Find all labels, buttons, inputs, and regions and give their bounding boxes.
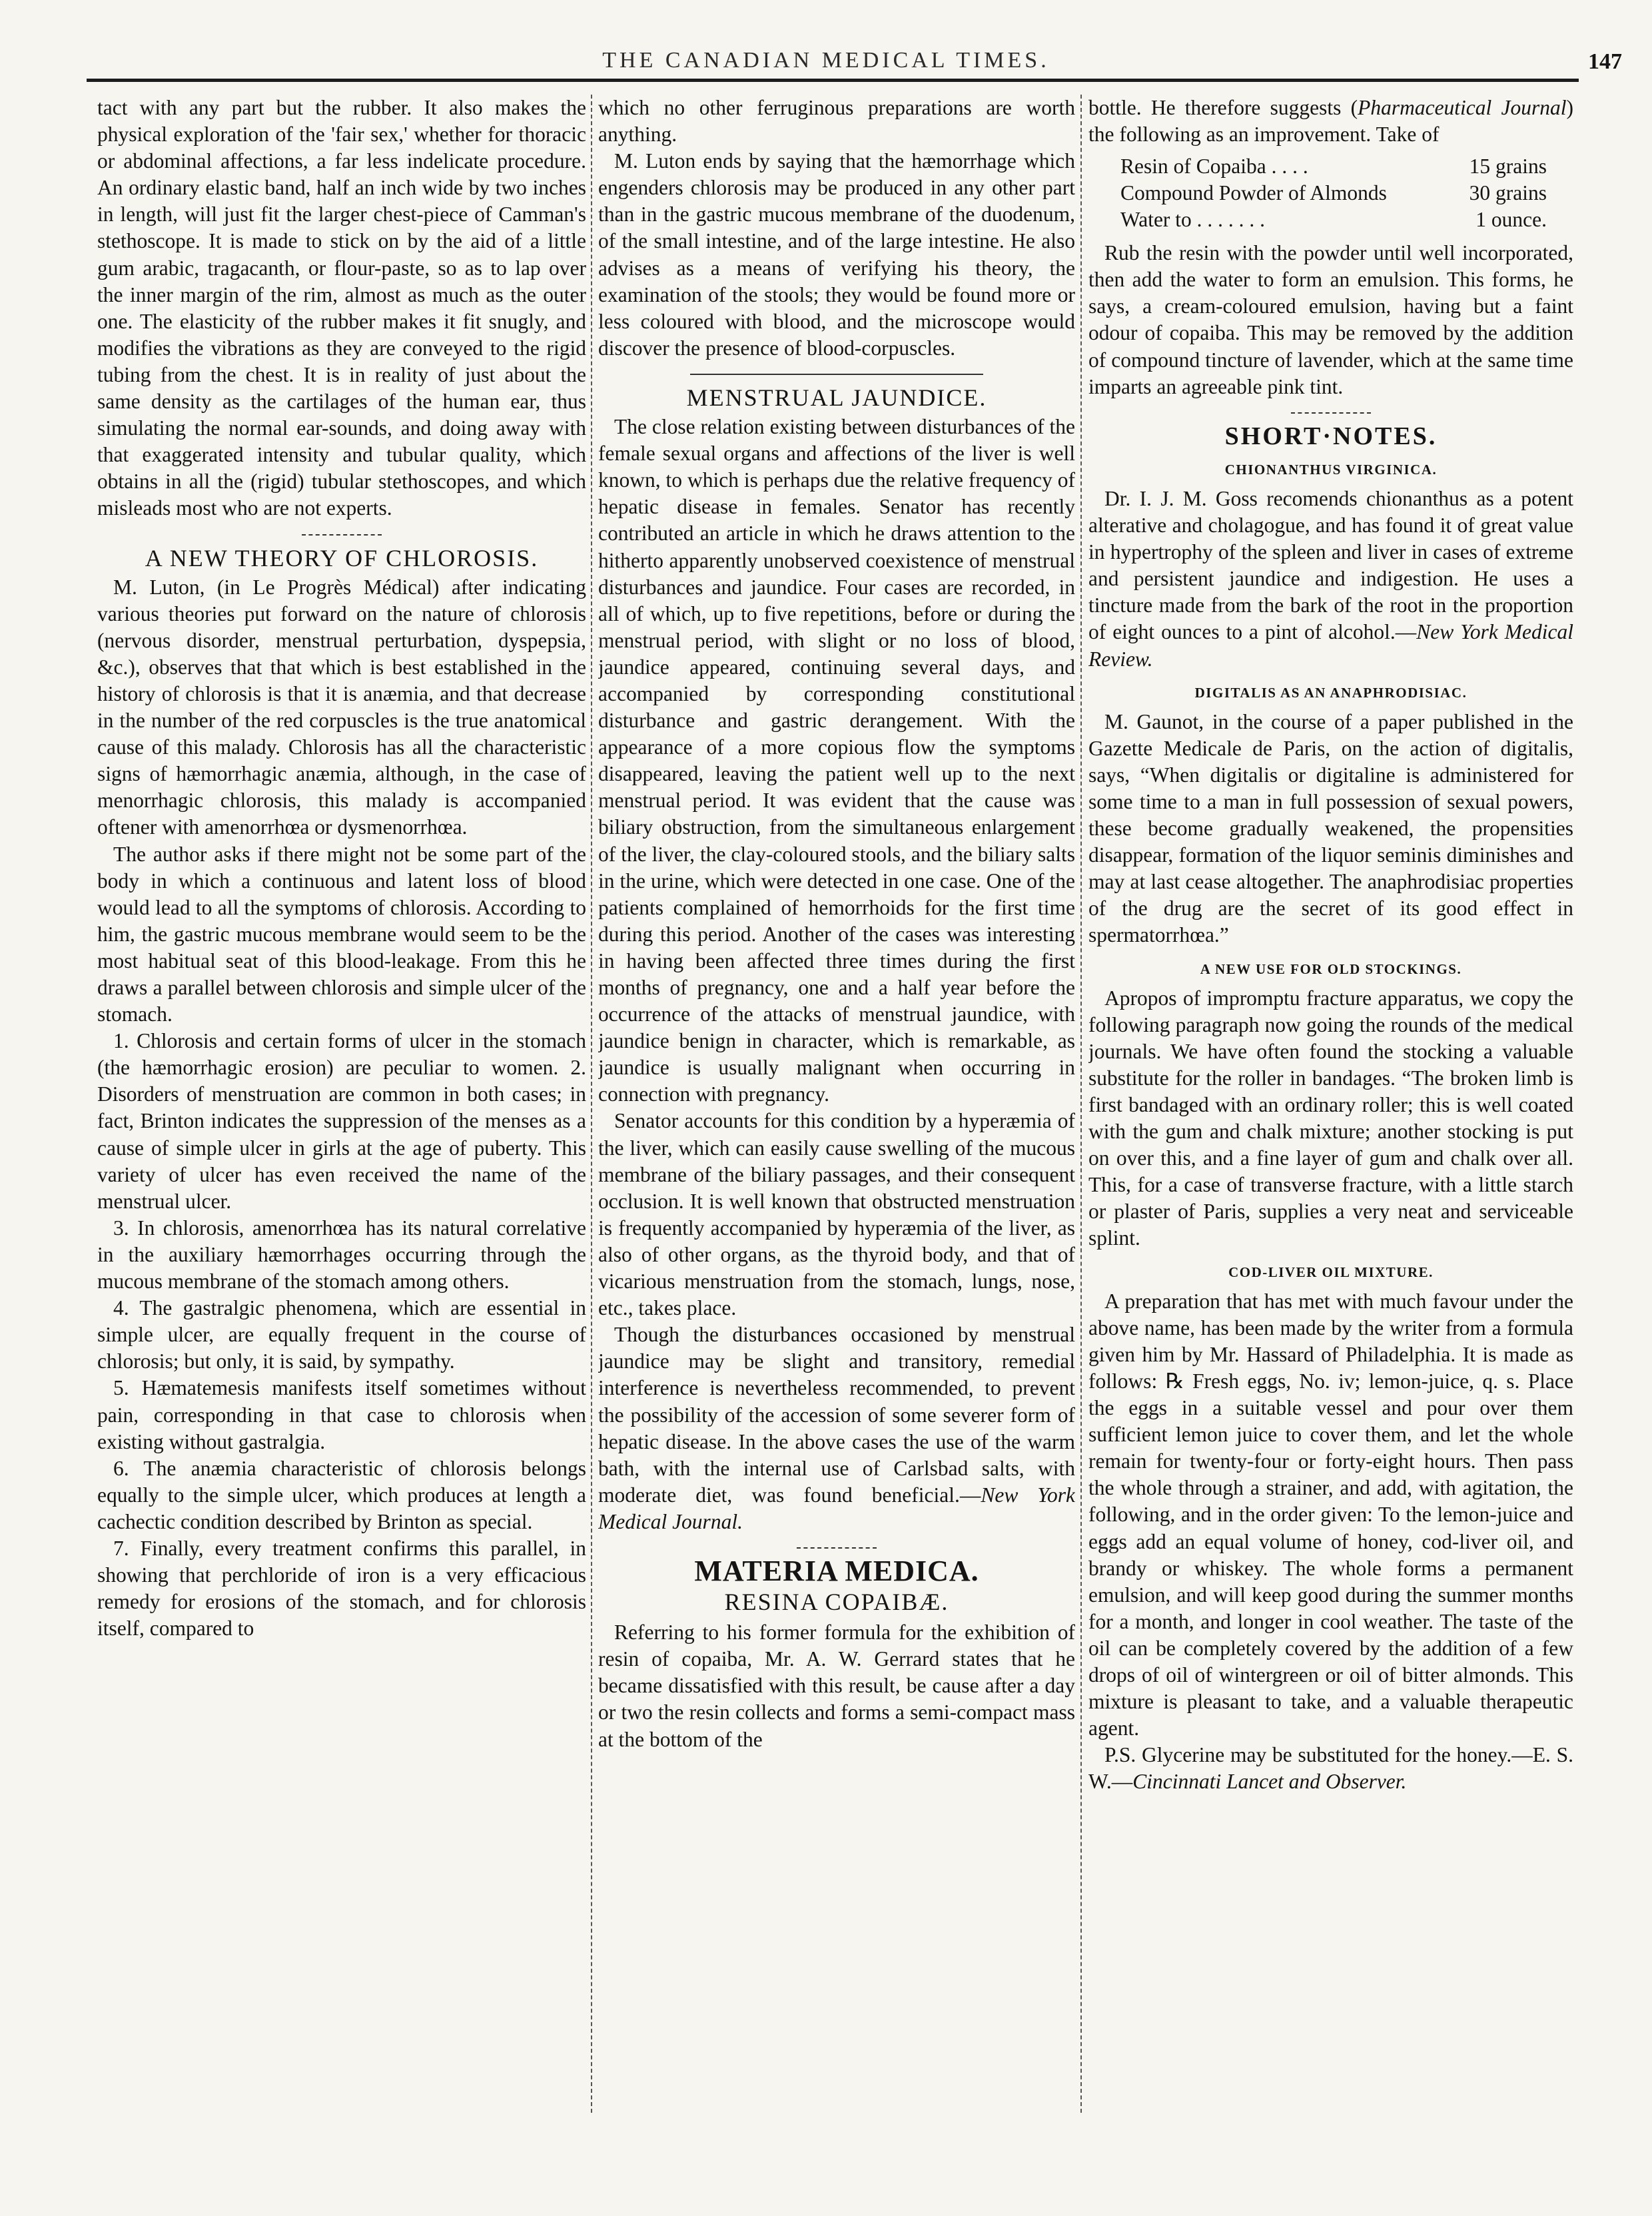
article-title: RESINA COPAIBÆ. [724,1589,949,1616]
section-title: MATERIA MEDICA. [694,1554,979,1587]
paragraph: A preparation that has met with much favour under the above name, has been made by the writer from a formula given him by Mr. Hassard of Philadelphia. It is made as follows: ℞ Fresh eggs, No. iv; lemon-juice, q. s. Place the eggs in a suitable vessel and pour over them sufficient lemon juice to cover them, and let the whole remain for twenty-four or forty-eight hours. Then pass the whole through a strainer, and add, with agitation, the following, and in the order given: To the lemon-juice and eggs add an equal volume of honey, cod-liver oil, and brandy or whiskey. The whole forms a permanent emulsion, and will keep good during the summer months for a month, and longer in cool weather. The taste of the oil can be completely covered by the addition of a few drops of oil of wintergreen or oil of bitter almonds. This mixture is pleasant to take, and a valuable therapeutic agent. [1088,1289,1573,1740]
recipe-ingredient: Resin of Copaiba . . . . [1120,155,1308,179]
section-divider [690,374,983,375]
paragraph-text: ) the following as an improvement. Take of [1088,96,1573,147]
note-heading: COD-LIVER OIL MIXTURE. [1228,1264,1434,1280]
recipe-quantity: 30 grains [1469,181,1547,205]
page-number: 147 [1588,49,1622,74]
journal-name: Pharmaceutical Journal [1358,96,1567,119]
article-title: A NEW THEORY OF CHLOROSIS. [145,544,539,571]
paragraph: M. Luton, (in Le Progrès Médical) after indicating various theories put forward on the nature of chlorosis (nervous disorder, menstrual perturbation, dyspepsia, &c.), observes that that which is best established in the history of chlorosis is that it is anæmia, and that decrease in the number of the red corpuscles is the true anatomical cause of this malady. Chlorosis has all the characteristic signs of hæmorrhagic anæmia, although, in the case of menorrhagic chlorosis, this malady is accompanied oftener with amenorrhœa or dysmenorrhœa. [97,575,586,839]
section-divider [302,534,382,536]
paragraph: 3. In chlorosis, amenorrhœa has its natural correlative in the auxiliary hæmorrhages occurring through the mucous membrane of the stomach among others. [97,1216,586,1293]
recipe-quantity: 1 ounce. [1475,208,1547,232]
paragraph: M. Gaunot, in the course of a paper published in the Gazette Medicale de Paris, on the action of digitalis, says, “When digitalis or digitaline is administered for some time to a man in full possession of sexual powers, these become gradually weakened, the propensities disappear, formation of the liquor seminis diminishes and may at last cease altogether. The anaphrodisiac properties of the drug are the secret of its good effect in spermatorrhœa.” [1088,709,1573,947]
paragraph: 5. Hæmatemesis manifests itself sometimes without pain, corresponding in that case to chlorosis when existing without gastralgia. [97,1376,586,1453]
note-heading: A NEW USE FOR OLD STOCKINGS. [1200,960,1462,977]
paragraph: tact with any part but the rubber. It also makes the physical exploration of the 'fair sex,' whether for thoracic or abdominal affections, a far less indelicate procedure. An ordinary elastic band, half an inch wide by two inches in length, will just fit the larger chest-piece of Camman's stethoscope. It is made to stick on by the aid of a little gum arabic, tragacanth, or flour-paste, so as to lap over the inner margin of the rim, almost as much as the outer one. The elasticity of the rubber makes it fit snugly, and modifies the vibrations as they are conveyed to the rigid tubing from the chest. It is in reality of just about the same density as the cartilages of the human ear, thus simulating the normal ear-sounds, and doing away with that exaggerated intensity and tubular quality, which obtains in all the (rigid) tubular stethoscopes, and which misleads most who are not experts. [97,96,586,520]
paragraph: Rub the resin with the powder until well incorporated, then add the water to form an emulsion. This forms, he says, a cream-coloured emulsion, having but a faint odour of copaiba. This may be removed by the addition of compound tincture of lavender, which at the same time imparts an agreeable pink tint. [1088,241,1573,398]
paragraph: 4. The gastralgic phenomena, which are essential in simple ulcer, are equally frequent in the course of chlorosis; but only, it is said, by sympathy. [97,1296,586,1373]
source-citation: Cincinnati Lancet and Observer. [1132,1770,1407,1794]
recipe-list [1088,153,1573,233]
note-heading: CHIONANTHUS VIRGINICA. [1224,461,1438,478]
column-right [1088,95,1573,2119]
section-title: SHORT·NOTES. [1224,422,1438,450]
recipe-ingredient: Compound Powder of Almonds [1120,181,1387,205]
paragraph [1088,486,1573,673]
header-rule [87,79,1579,82]
recipe-ingredient: Water to . . . . . . . [1120,208,1266,232]
paragraph-text: P.S. Glycerine may be substituted for the honey.—E. S. W.— [1088,1743,1573,1794]
paragraph: M. Luton ends by saying that the hæmorrhage which engenders chlorosis may be produced in any other part than in the gastric mucous membrane of the duodenum, of the small intestine, and of the large intestine. He also advises as a means of verifying his theory, the examination of the stools; they would be found more or less coloured with blood, and the microscope would discover the presence of blood-corpuscles. [598,149,1075,360]
paragraph: which no other ferruginous preparations are worth anything. [598,96,1075,147]
paragraph: 6. The anæmia characteristic of chlorosis belongs equally to the simple ulcer, which produces at length a cachectic condition described by Brinton as special. [97,1456,586,1533]
column-divider [1080,95,1082,2113]
paragraph: Apropos of impromptu fracture apparatus, we copy the following paragraph now going the rounds of the medical journals. We have often found the stocking a valuable substitute for the roller in bandages. “The broken limb is first bandaged with an ordinary roller; this is well coated with the gum and chalk mixture; another stocking is put on over this, and a fine layer of gum and chalk over all. This, for a case of transverse fracture, with a little starch or plaster of Paris, supplies a very neat and serviceable splint. [1088,986,1573,1250]
section-divider [797,1547,877,1549]
recipe-row [1120,206,1573,233]
paragraph-text: Though the disturbances occasioned by menstrual jaundice may be slight and transitory, remedial interference is nevertheless recommended, to prevent the possibility of the accession of some severer form of hepatic disease. In the above cases the use of the warm bath, with the internal use of Carlsbad salts, with moderate diet, was found beneficial.— [598,1323,1075,1507]
recipe-row [1120,153,1573,180]
source-citation: New York Medical Review. [1088,620,1573,671]
paragraph-text: Dr. I. J. M. Goss recomends chionanthus as a potent alterative and cholagogue, and has found it of great value in hypertrophy of the spleen and liver in cases of extreme and persistent jaundice and indigestion. He uses a tincture made from the bark of the root in the proportion of eight ounces to a pint of alcohol.— [1088,486,1573,644]
paragraph: The close relation existing between disturbances of the female sexual organs and affections of the liver is well known, to which is perhaps due the relative frequency of hepatic disease in females. Senator has recently contributed an article in which he draws attention to the hitherto apparently unobserved coexistence of menstrual disturbances and jaundice. Four cases are recorded, in all of which, up to five repetitions, before or during the menstrual period, with slight or no loss of blood, jaundice appeared, continuing several days, and accompanied by corresponding constitutional disturbance and gastric derangement. With the appearance of a more copious flow the symptoms disappeared, leaving the patient well up to the next menstrual period. It was evident that the cause was biliary obstruction, from the simultaneous enlargement of the liver, the clay-coloured stools, and the biliary salts in the urine, which were detected in one case. One of the patients complained of hemorrhoids for the first time during this period. Another of the cases was interesting in having been affected three times during the first months of pregnancy, one and a half year before the occurrence of the attacks of menstrual jaundice, with jaundice benign in character, which is remarkable, as jaundice is usually malignant when occurring in connection with pregnancy. [598,415,1075,1106]
column-divider [591,95,592,2113]
source-citation: New York Medical Journal. [598,1483,1075,1533]
note-heading: DIGITALIS AS AN ANAPHRODISIAC. [1194,684,1467,701]
paragraph: The author asks if there might not be some part of the body in which a continuous and latent loss of blood would lead to all the symptoms of chlorosis. According to him, the gastric mucous membrane would seem to be the most habitual seat of this blood-leakage. From this he draws a parallel between chlorosis and simple ulcer of the stomach. [97,842,586,1026]
recipe-quantity: 15 grains [1469,155,1547,179]
paragraph [598,1321,1075,1535]
article-title: MENSTRUAL JAUNDICE. [686,384,987,411]
column-left [97,95,586,2119]
paragraph: Senator accounts for this condition by a hyperæmia of the liver, which can easily cause swelling of the mucous membrane of the biliary passages, and their consequent occlusion. It is well known that obstructed menstruation is frequently accompanied by hyperæmia of the liver, as also of other organs, as the thyroid body, and that of vicarious menstruation from the stomach, lungs, nose, etc., takes place. [598,1109,1075,1320]
column-middle [598,95,1075,2119]
paragraph: Referring to his former formula for the exhibition of resin of copaiba, Mr. A. W. Gerrard states that he became dissatisfied with this result, be cause after a day or two the resin collects and forms a semi-compact mass at the bottom of the [598,1621,1075,1751]
paragraph: 1. Chlorosis and certain forms of ulcer in the stomach (the hæmorrhagic erosion) are peculiar to women. 2. Disorders of menstruation are common in both cases; in fact, Brinton indicates the suppression of the menses as a cause of simple ulcer in girls at the age of puberty. This variety of ulcer has even received the name of the menstrual ulcer. [97,1029,586,1213]
paragraph-text: bottle. He therefore suggests ( [1088,96,1358,119]
recipe-row [1120,180,1573,206]
paragraph [1088,95,1573,148]
paragraph: 7. Finally, every treatment confirms this parallel, in showing that perchloride of iron is a very efficacious remedy for erosions of the stomach, and for chlorosis itself, compared to [97,1536,586,1641]
running-title: THE CANADIAN MEDICAL TIMES. [602,48,1050,73]
paragraph [1088,1742,1573,1795]
section-divider [1291,412,1371,414]
